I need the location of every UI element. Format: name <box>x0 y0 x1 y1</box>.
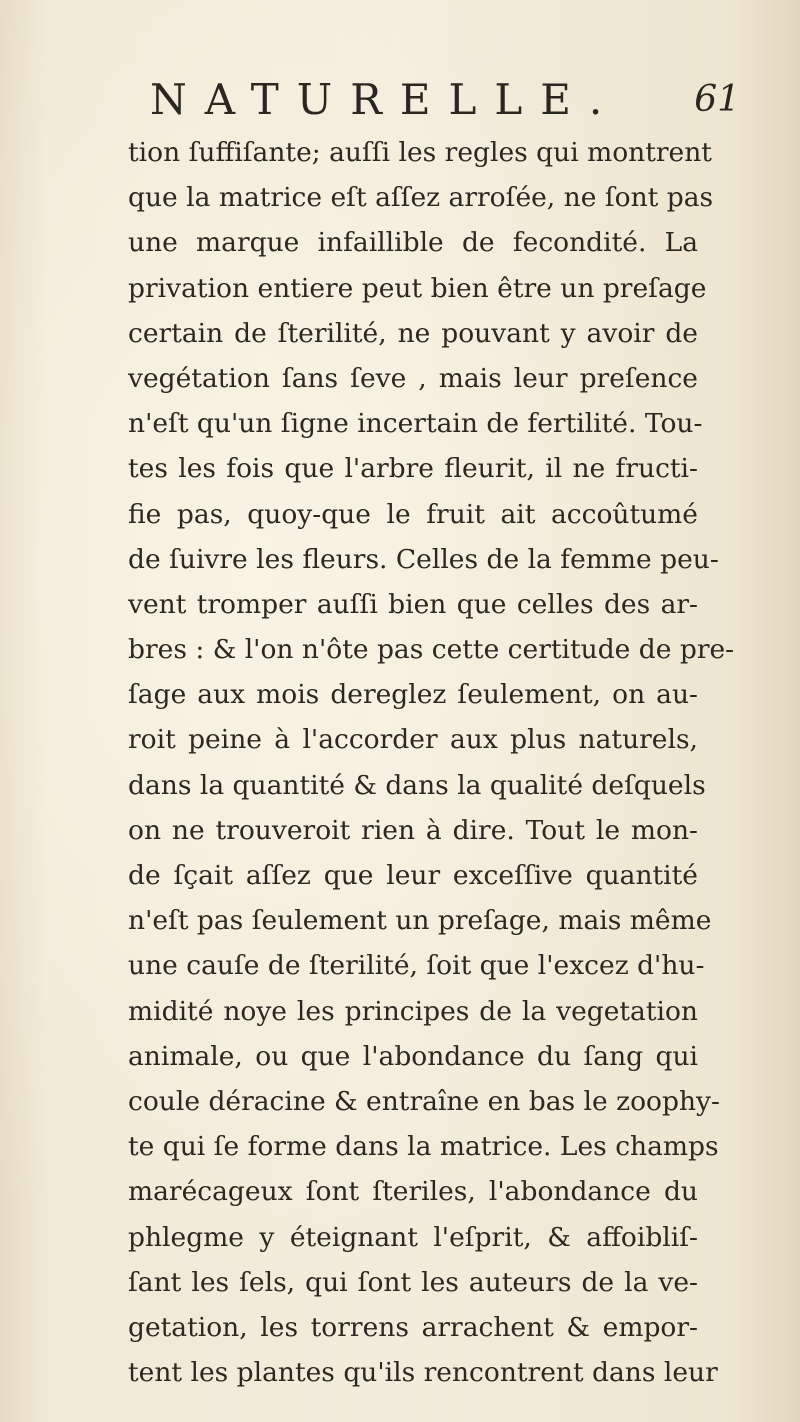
text-line: certain de ſterilité, ne pouvant y avoir de <box>128 317 698 349</box>
text-line: phlegme y éteignant l'eſprit, & affoibliſ- <box>128 1221 698 1253</box>
running-title: NATURELLE. <box>150 75 621 124</box>
text-line: vent tromper auſſi bien que celles des ar- <box>128 588 698 620</box>
text-line: te qui ſe forme dans la matrice. Les champs <box>128 1131 719 1163</box>
text-line: marécageux ſont ſteriles, l'abondance du <box>128 1176 698 1208</box>
text-line: ſage aux mois dereglez ſeulement, on au- <box>128 679 698 711</box>
text-line: de ſçait aſſez que leur exceſſive quantité <box>128 860 698 891</box>
text-line: vegétation ſans ſeve , mais leur preſence <box>128 362 698 394</box>
text-line: fie pas, quoy-que le fruit ait accoûtumé <box>128 498 698 530</box>
text-line: bres : & l'on n'ôte pas cette certitude de pre- <box>128 634 735 666</box>
page-header <box>140 70 740 130</box>
body-text <box>128 130 735 1395</box>
text-line: n'eſt qu'un ſigne incertain de fertilité. Tou- <box>128 408 703 440</box>
text-line: que la matrice eſt aſſez arroſée, ne ſont pas <box>128 182 714 214</box>
text-line: une cauſe de ſterilité, ſoit que l'excez d'hu- <box>128 950 705 982</box>
text-line: dans la quantité & dans la qualité deſquels <box>128 769 706 801</box>
text-line: tes les fois que l'arbre fleurit, il ne fructi- <box>128 453 698 485</box>
text-line: privation entiere peut bien être un preſage <box>128 272 707 304</box>
page-number: 61 <box>694 79 740 120</box>
text-line: getation, les torrens arrachent & empor- <box>128 1311 698 1343</box>
text-line: midité noye les principes de la vegetation <box>128 995 698 1027</box>
text-line: ſant les ſels, qui ſont les auteurs de la ve- <box>128 1266 698 1298</box>
text-line: tent les plantes qu'ils rencontrent dans leur <box>128 1357 718 1389</box>
text-line: on ne trouveroit rien à dire. Tout le mon- <box>128 814 698 846</box>
text-line: n'eſt pas ſeulement un preſage, mais même <box>128 905 712 937</box>
text-line: une marque infaillible de fecondité. La <box>128 227 698 259</box>
text-line: tion ſuffiſante; auſſi les regles qui montrent <box>128 137 712 168</box>
text-line: roit peine à l'accorder aux plus naturels, <box>128 724 698 756</box>
text-line: coule déracine & entraîne en bas le zoophy- <box>128 1085 720 1117</box>
text-line: de ſuivre les fleurs. Celles de la femme peu- <box>128 543 719 575</box>
text-line: animale, ou que l'abondance du ſang qui <box>128 1040 698 1072</box>
